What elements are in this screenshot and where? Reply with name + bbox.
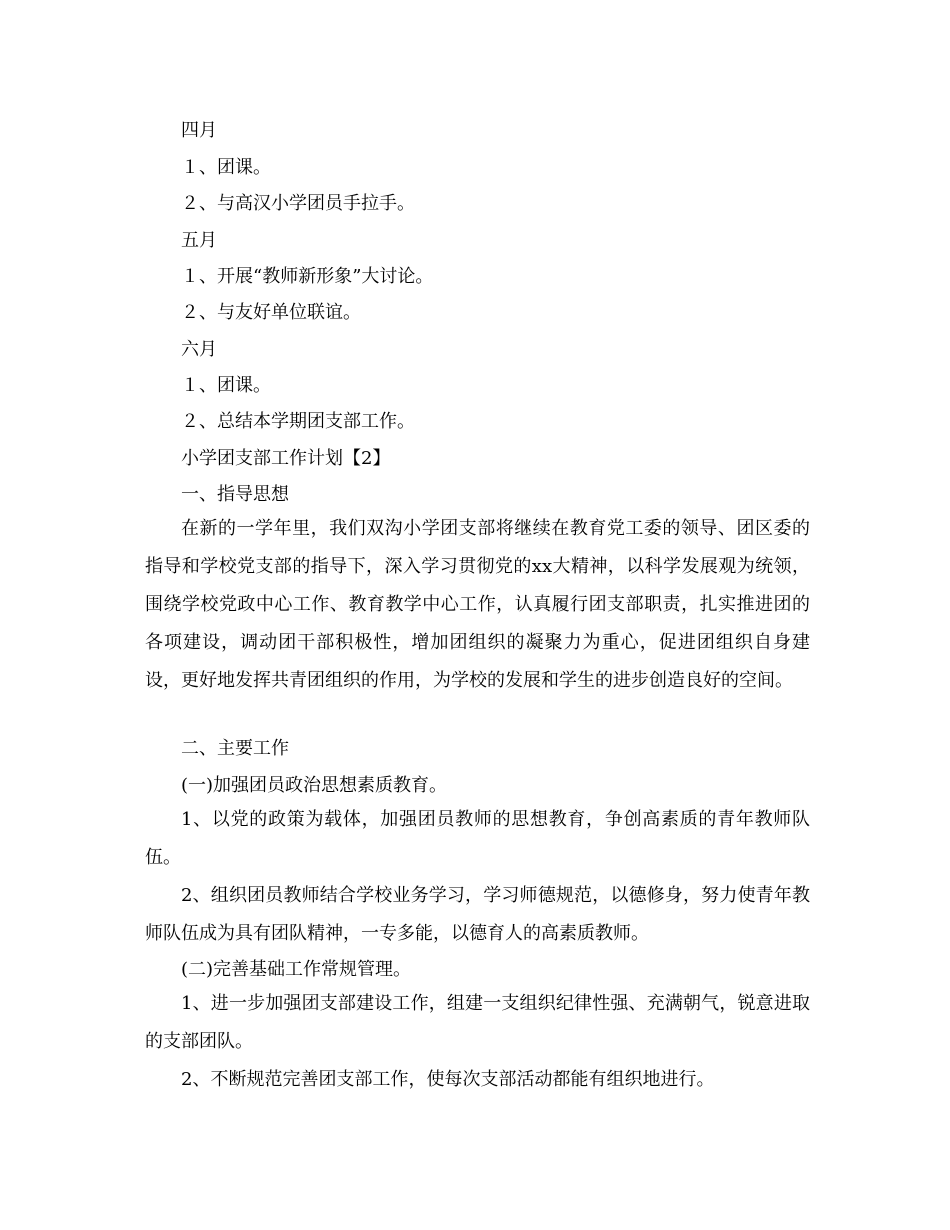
subsection-heading: (二)完善基础工作常规管理。 [181,959,412,980]
paragraph: 1、进一步加强团支部建设工作，组建一支组织纪律性强、充满朝气，锐意进取的支部团队。 [145,993,810,1052]
paragraph-guiding-ideology: 在新的一学年里，我们双沟小学团支部将继续在教育党工委的领导、团区委的指导和学校党支部的指导下，深入学习贯彻党的xx大精神，以科学发展观为统领，围绕学校党政中心工作、教育教学中心工作，认真履行团支部职责，扎实推进团的各项建设，调动团干部积极性，增加团组织的凝聚力为重心，促进团组织自身建设，更好地发挥共青团组织的作用，为学校的发展和学生的进步创造良好的空间。 [145,518,810,691]
paragraph: 1、以党的政策为载体，加强团员教师的思想教育，争创高素质的青年教师队伍。 [145,809,810,868]
section-heading: 一、指导思想 [181,484,289,505]
section-heading: 二、主要工作 [181,738,289,759]
list-item: ２、与高汉小学团员手拉手。 [181,193,415,214]
heading-may: 五月 [181,230,217,251]
heading-june: 六月 [181,339,217,360]
heading-april: 四月 [181,120,217,141]
paragraph: 2、组织团员教师结合学校业务学习，学习师德规范，以德修身，努力使青年教师队伍成为具有团队精神，一专多能，以德育人的高素质教师。 [145,885,810,944]
list-item: ２、与友好单位联谊。 [181,302,361,323]
list-item: １、团课。 [181,157,271,178]
paragraph: 2、不断规范完善团支部工作，使每次支部活动都能有组织地进行。 [181,1069,715,1090]
list-item: ２、总结本学期团支部工作。 [181,411,415,432]
list-item: １、团课。 [181,375,271,396]
subsection-heading: (一)加强团员政治思想素质教育。 [181,775,448,796]
section-title: 小学团支部工作计划【2】 [181,448,391,469]
list-item: １、开展“教师新形象”大讨论。 [181,266,434,287]
